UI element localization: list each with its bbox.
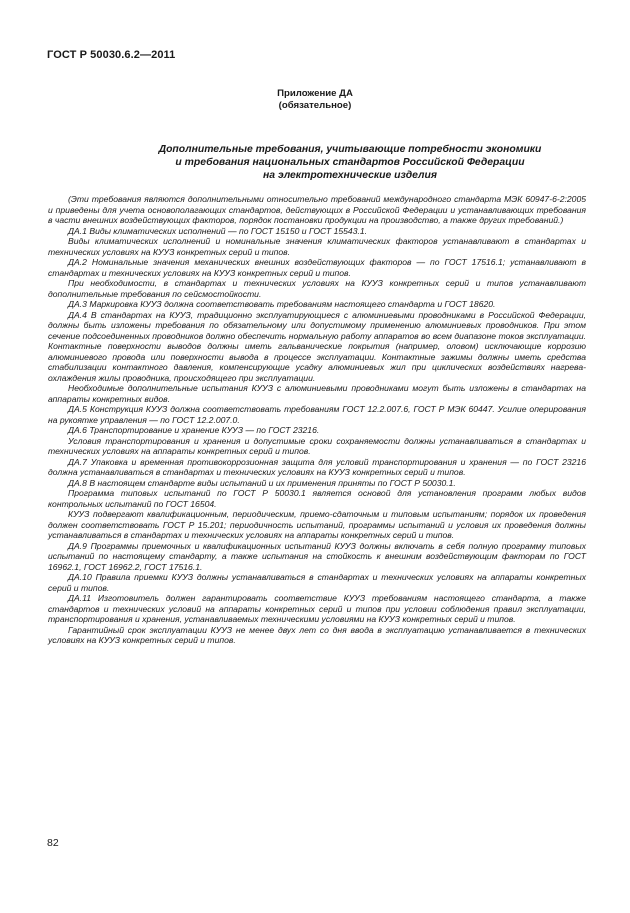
paragraph-warranty: Гарантийный срок эксплуатации КУУЗ не менее двух лет со дня ввода в эксплуатацию устанавливается в технических условиях на КУУЗ конкретных серий и типов.	[48, 624, 586, 645]
paragraph-da5: ДА.5 Конструкция КУУЗ должна соответствовать требованиям ГОСТ 12.2.007.6, ГОСТ Р МЭК 60447. Усилие оперирования на рукоятке управления — по ГОСТ 12.2.007.0.	[48, 404, 586, 425]
section-title	[60, 143, 630, 182]
paragraph-da1: ДА.1 Виды климатических исполнений — по ГОСТ 15150 и ГОСТ 15543.1.	[68, 225, 368, 236]
paragraph-da2: ДА.2 Номинальные значения механических внешних воздействующих факторов — по ГОСТ 17516.1; устанавливают в стандартах и технических условиях на КУУЗ конкретных серий и типов.	[48, 257, 586, 278]
page-number: 82	[47, 837, 59, 849]
paragraph-intro-note: (Эти требования являются дополнительными относительно требований международного стандарта МЭК 60947-6-2:2005 и приведены для учета основополагающих стандартов, действующих в Российской Федерации и устанавливающих требования в части внешних воздействующих факторов, порядок постановки продукции на производство, а также других требований.)	[48, 194, 586, 225]
paragraph: Программа типовых испытаний по ГОСТ Р 50030.1 является основой для установления программ любых видов контрольных испытаний по ГОСТ 16504.	[48, 488, 586, 509]
appendix-title: Приложение ДА	[277, 88, 353, 99]
paragraph: КУУЗ подвергают квалификационным, периодическим, приемо-сдаточным и типовым испытаниям; порядок их проведения должен соответствовать ГОСТ Р 15.201; периодичность испытаний, программы испытаний и условия их проведения должны устанавливаться в стандартах и технических условиях на аппараты конкретных серий и типов.	[48, 509, 586, 540]
paragraph-da6: ДА.6 Транспортирование и хранение КУУЗ — по ГОСТ 23216.	[68, 425, 320, 435]
paragraph-da7: ДА.7 Упаковка и временная противокоррозионная защита для условий транспортирования и хранения — по ГОСТ 23216 должна устанавливаться в стандартах и технических условиях на КУУЗ конкретных серий и типов.	[48, 456, 586, 477]
paragraph: Условия транспортирования и хранения и допустимые сроки сохраняемости должны устанавливаться в стандартах и технических условиях на аппараты конкретных серий и типов.	[48, 435, 586, 456]
paragraph: При необходимости, в стандартах и технических условиях на КУУЗ конкретных серий и типов устанавливают дополнительные требования по сейсмостойкости.	[48, 278, 586, 299]
paragraph-da4: ДА.4 В стандартах на КУУЗ, традиционно эксплуатирующиеся с алюминиевыми проводниками в Российской Федерации, должны быть изложены требования по обязательному или допустимому применению алюминиевых проводников. При этом сечение подсоединенных проводников должно обеспечить нормальную работу аппаратов во всем диапазоне токов эксплуатации. Контактные поверхности выводов должны иметь гальванические покрытия (например, оловом) исключающие коррозию алюминиевого провода или поверхности вывода в процессе эксплуатации. Контактные зажимы должны иметь средства стабилизации контактного давления, компенсирующие усадку алюминиевых жил при циклических воздействиях нагрева-охлаждения жилы проводника, происходящего при эксплуатации.	[48, 309, 586, 383]
paragraph-da3: ДА.3 Маркировка КУУЗ должна соответствовать требованиям настоящего стандарта и ГОСТ 18620.	[68, 299, 496, 309]
appendix-status: (обязательное)	[278, 100, 352, 111]
paragraph: Необходимые дополнительные испытания КУУЗ с алюминиевыми проводниками могут быть изложены в стандартах на аппараты конкретных видов.	[48, 383, 586, 404]
paragraph-da11: ДА.11 Изготовитель должен гарантировать соответствие КУУЗ требованиям настоящего стандарта, а также стандартов и технических условий на аппараты конкретных серий и типов при условии соблюдения правил эксплуатации, транспортирования и хранения, устанавливаемых техническими условиями на КУУЗ конкретных серий и типов.	[48, 593, 586, 624]
document-header: ГОСТ Р 50030.6.2—2011	[47, 49, 176, 61]
paragraph-da9: ДА.9 Программы приемочных и квалификационных испытаний КУУЗ должны включать в себя полную программу типовых испытаний по настоящему стандарту, а также испытания на стойкость к внешним воздействующим факторам по ГОСТ 16962.1, ГОСТ 16962.2, ГОСТ 17516.1.	[48, 540, 586, 572]
section-title-line: Дополнительные требования, учитывающие потребности экономики	[158, 144, 542, 155]
document-body	[48, 194, 586, 646]
paragraph-da10: ДА.10 Правила приемки КУУЗ должны устанавливаться в стандартах и технических условиях на аппараты конкретных серий и типов.	[48, 572, 586, 593]
paragraph-da8: ДА.8 В настоящем стандарте виды испытаний и их применения приняты по ГОСТ Р 50030.1.	[68, 477, 456, 488]
section-title-line: и требования национальных стандартов Российской Федерации	[175, 157, 525, 168]
paragraph: Виды климатических исполнений и номинальные значения климатических факторов устанавливают в стандартах и технических условиях на КУУЗ конкретных серий и типов.	[48, 236, 586, 257]
section-title-line: на электротехнические изделия	[263, 170, 437, 181]
